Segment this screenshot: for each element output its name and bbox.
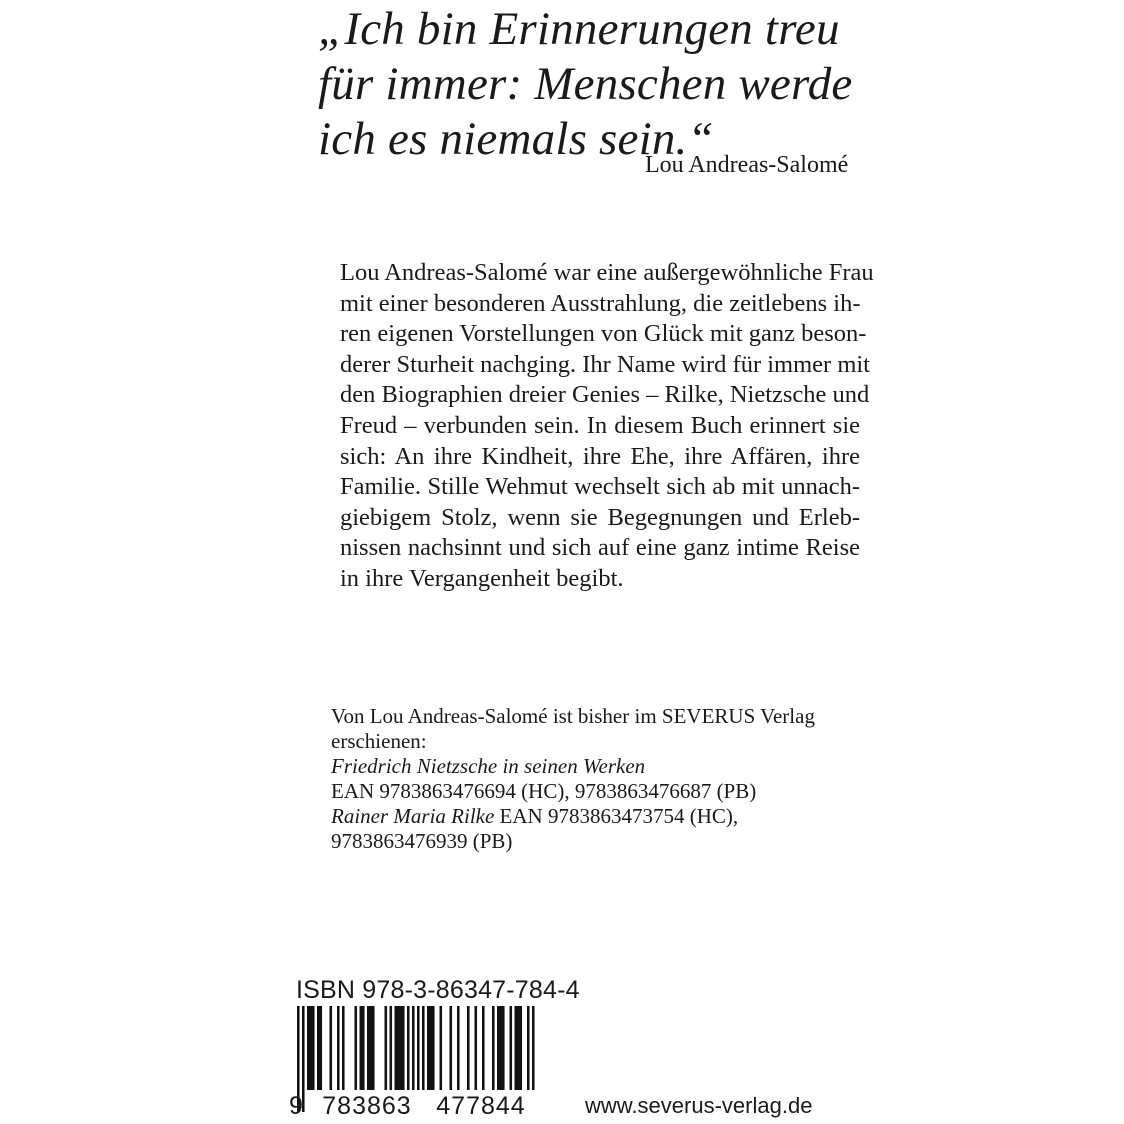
barcode-bar	[502, 1006, 505, 1090]
barcode-bar	[520, 1006, 523, 1090]
barcode-bar	[510, 1006, 513, 1090]
barcode-bar	[390, 1006, 393, 1090]
barcode-bar	[330, 1006, 333, 1090]
barcode-bar	[307, 1006, 310, 1090]
work-title: Friedrich Nietzsche in seinen Werken	[331, 754, 646, 778]
barcode-bar	[342, 1006, 345, 1090]
barcode-bar	[397, 1006, 400, 1090]
description-line: Freud – verbunden sein. In diesem Buch erinnert sie	[340, 411, 860, 439]
isbn-label: ISBN 978-3-86347-784-4	[296, 976, 580, 1004]
barcode-bar	[475, 1006, 478, 1090]
description-line: giebigem Stolz, wenn sie Begegnungen und Erleb-	[340, 503, 860, 531]
barcode-bar	[395, 1006, 398, 1090]
barcode-bar	[482, 1006, 485, 1090]
description-line: nissen nachsinnt und sich auf eine ganz intime Reise	[340, 534, 860, 562]
barcode-bar	[450, 1006, 453, 1090]
publisher-website: www.severus-verlag.de	[585, 1093, 813, 1118]
barcode-bar	[312, 1006, 315, 1090]
barcode-bar	[500, 1006, 503, 1090]
barcode-bar	[432, 1006, 435, 1090]
barcode-bar	[467, 1006, 470, 1090]
description-line: in ihre Vergangenheit begibt.	[340, 564, 624, 592]
barcode-bar	[457, 1006, 460, 1090]
book-description	[340, 258, 874, 595]
work-line	[331, 804, 851, 829]
barcode-bar	[492, 1006, 495, 1090]
barcode-bar	[497, 1006, 500, 1090]
quote-line: ich es niemals sein.“	[318, 113, 714, 165]
barcode-bar	[372, 1006, 375, 1090]
description-line: derer Sturheit nachging. Ihr Name wird für immer mit	[340, 350, 870, 378]
barcode-bar	[337, 1006, 340, 1090]
work-title: Rainer Maria Rilke	[331, 804, 495, 828]
description-line: ren eigenen Vorstellungen von Glück mit ganz beson-	[340, 320, 867, 348]
work-ean: EAN 9783863476694 (HC), 9783863476687 (PB)	[331, 779, 757, 803]
barcode-bar	[310, 1006, 313, 1090]
barcode-digit-group: 783863	[313, 1090, 421, 1122]
barcode-bar	[362, 1006, 365, 1090]
barcode-bar	[317, 1006, 320, 1090]
barcode-bar	[360, 1006, 363, 1090]
barcode-digits	[289, 1090, 541, 1124]
other-works-intro-cont: erschienen:	[331, 729, 427, 753]
description-line: sich: An ihre Kindheit, ihre Ehe, ihre Affären, ihre	[340, 442, 860, 470]
barcode-digit-group: 477844	[427, 1090, 535, 1122]
barcode-bar	[515, 1006, 518, 1090]
barcode-first-digit: 9	[289, 1092, 303, 1120]
other-works-block	[331, 704, 851, 854]
quote-block	[318, 2, 878, 167]
description-line: den Biographien dreier Genies – Rilke, Nietzsche und	[340, 381, 870, 409]
barcode-bar	[370, 1006, 373, 1090]
barcode-bar	[367, 1006, 370, 1090]
other-works-intro: Von Lou Andreas-Salomé ist bisher im SEVERUS Verlag	[331, 704, 815, 728]
barcode-bar	[517, 1006, 520, 1090]
quote-author: Lou Andreas-Salomé	[645, 152, 849, 178]
barcode-bar	[430, 1006, 433, 1090]
barcode-bar	[385, 1006, 388, 1090]
work-ean-cont: 9783863476939 (PB)	[331, 829, 513, 853]
barcode-bar	[440, 1006, 443, 1090]
description-line: Familie. Stille Wehmut wechselt sich ab mit unnach-	[340, 473, 860, 501]
barcode-bar	[427, 1006, 430, 1090]
barcode-bar	[355, 1006, 358, 1090]
quote-line: „Ich bin Erinnerungen treu	[318, 3, 840, 55]
barcode-bar	[402, 1006, 405, 1090]
description-line: mit einer besonderen Ausstrahlung, die zeitlebens ih-	[340, 289, 861, 317]
description-line: Lou Andreas-Salomé war eine außergewöhnliche Frau	[340, 259, 874, 286]
barcode-bar	[400, 1006, 403, 1090]
barcode-bar	[320, 1006, 323, 1090]
barcode-bar	[422, 1006, 425, 1090]
work-ean: EAN 9783863473754 (HC),	[494, 804, 739, 828]
barcode-bar	[407, 1006, 410, 1090]
quote-line: für immer: Menschen werde	[318, 58, 853, 110]
